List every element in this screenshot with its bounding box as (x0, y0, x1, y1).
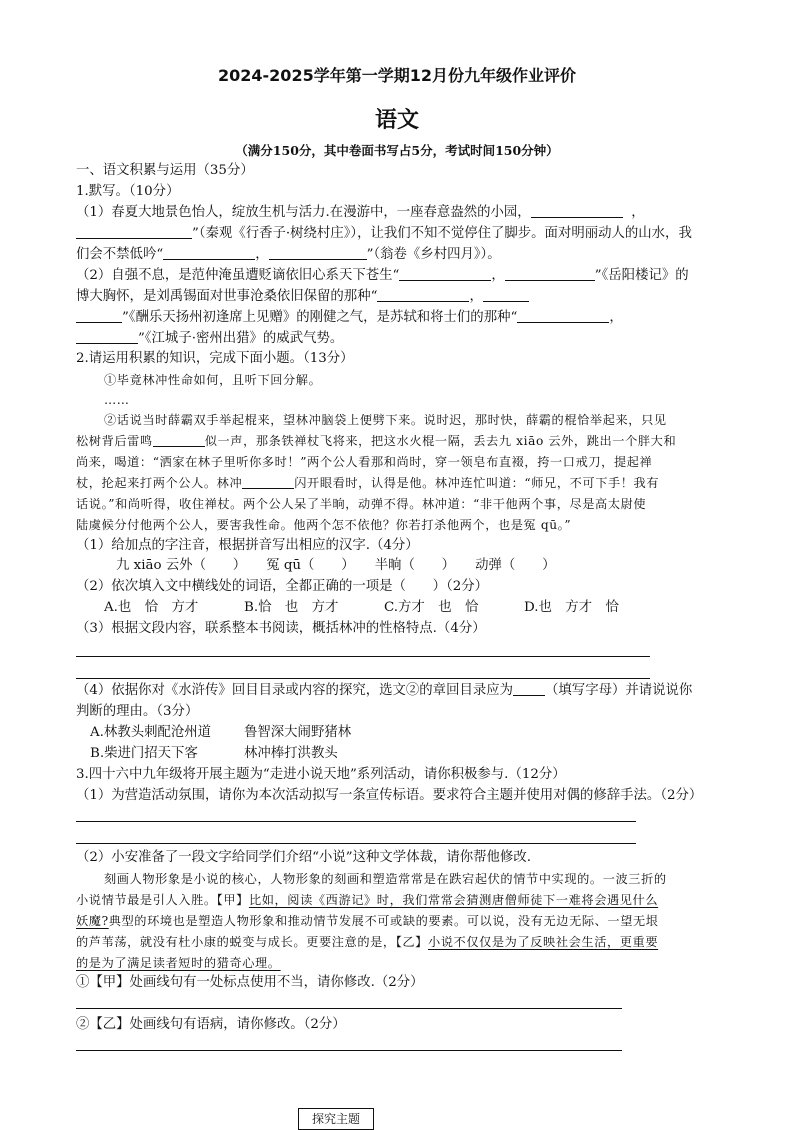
section-heading: 一、语文积累与运用（35分） (76, 163, 254, 178)
exam-note: （满分150分，其中卷面书写占5分，考试时间150分钟） (235, 143, 559, 158)
answer-line[interactable] (76, 821, 636, 822)
passage-line: 小说情节最是引人入胜。【甲】比如，阅读《西游记》时，我们常常会猜测唐僧师徒下一难将会遇见什么 (76, 893, 659, 907)
option-b[interactable]: B.恰 也 方才 (244, 600, 339, 615)
chapter-option-b2: 林冲棒打洪教头 (244, 746, 338, 761)
chapter-option-a2: 鲁智深大闹野猪林 (244, 725, 352, 740)
q1-line-4: （2）自强不息，是范仲淹虽遭贬谪依旧心系天下苍生“ ， ”《岳阳楼记》的 (76, 268, 689, 283)
q1-line-6: ”《酬乐天扬州初逢席上见赠》的刚健之气，是苏轼和将士们的那种“ ， (76, 308, 623, 328)
q3-sub-2: （2）小安准备了一段文字给同学们介绍“小说”这种文学体裁，请你帮他修改. (76, 850, 531, 865)
answer-line[interactable] (76, 656, 650, 657)
passage-line: 尚来，喝道：“洒家在林子里听你多时！”两个公人看那和尚时，穿一领皂布直裰，挎一口戒刀，提起禅 (76, 455, 653, 469)
option-a[interactable]: A.也 恰 方才 (104, 600, 199, 615)
passage-ellipsis: …… (104, 393, 130, 407)
answer-blank[interactable] (517, 308, 609, 323)
answer-line[interactable] (76, 678, 650, 679)
q2-sub-3: （3）根据文段内容，联系整本书阅读，概括林冲的性格特点.（4分） (76, 621, 486, 636)
passage-line: 杖，抡起来打两个公人。林冲 闪开眼看时，认得是他。林冲连忙叫道：“师兄，不可下手！我有 (76, 476, 660, 490)
passage-line: 妖魔?典型的环境也是塑造人物形象和推动情节发展不可或缺的要素。可以说，没有无边无际、一望无垠 (76, 914, 659, 928)
answer-blank[interactable] (76, 224, 192, 239)
passage-line: ②话说当时薛霸双手举起棍来，望林冲脑袋上便劈下来。说时迟，那时快，薛霸的棍恰举起来，只见 (104, 413, 667, 427)
option-c[interactable]: C.方才 也 恰 (384, 600, 479, 615)
passage-line: 话说。”和尚听得，收住禅杖。两个公人呆了半晌，动弹不得。林冲道：“非干他两个事，尽是高太尉使 (76, 497, 647, 511)
answer-blank[interactable] (269, 245, 367, 260)
answer-blank[interactable] (505, 266, 595, 281)
underlined-sentence-yi: 小说不仅仅是为了反映社会生活，更重要 (427, 935, 659, 949)
q1-line-7: ”《江城子·密州出猎》的威武气势。 (76, 329, 343, 349)
q2-sub-4-cont: 判断的理由。（3分） (76, 704, 199, 719)
answer-blank[interactable] (377, 287, 469, 302)
q3-correction-2: ②【乙】处画线句有语病，请你修改。（2分） (76, 1017, 346, 1032)
q1-line-5: 博大胸怀，是刘禹锡面对世事沧桑依旧保留的那种“ ， (76, 287, 529, 307)
q3-correction-1: ①【甲】处画线句有一处标点使用不当，请你修改.（2分） (76, 975, 424, 990)
passage-line: ①毕竟林冲性命如何，且听下回分解。 (104, 373, 322, 387)
option-d[interactable]: D.也 方才 恰 (524, 600, 619, 615)
answer-blank[interactable] (163, 245, 255, 260)
passage-line: 刻画人物形象是小说的核心，人物形象的刻画和塑造常常是在跌宕起伏的情节中实现的。一波三折的 (104, 872, 667, 886)
q2-sub-1-items: 九 xiāo 云外（ ） 冤 qū（ ） 半晌（ ） 动弹（ ） (116, 558, 556, 573)
answer-blank[interactable] (153, 432, 205, 447)
q1-stem: 1.默写。（10分） (76, 184, 180, 199)
section-box: 探究主题 (298, 1108, 374, 1130)
q2-stem: 2.请运用积累的知识，完成下面小题。（13分） (76, 351, 354, 366)
q2-sub-4: （4）依据你对《水浒传》回目目录或内容的探究，选文②的章回目录应为 （填写字母）并请说说你 (76, 683, 693, 698)
answer-blank[interactable] (76, 308, 122, 323)
subject-title: 语文 (374, 107, 419, 133)
q1-line-2: ”（秦观《行香子·树绕村庄》），让我们不知不觉停住了脚步。面对明丽动人的山水，我 (76, 224, 692, 244)
answer-blank[interactable] (531, 203, 623, 218)
q3-sub-1: （1）为营造活动氛围，请你为本次活动拟写一条宣传标语。要求符合主题并使用对偶的修辞手法。（2分） (76, 788, 703, 803)
q1-line-1: （1）春夏大地景色怡人，绽放生机与活力.在漫游中，一座春意盎然的小园， ， (76, 205, 645, 220)
answer-blank[interactable] (76, 329, 138, 344)
answer-blank[interactable] (483, 287, 529, 302)
chapter-option-b1: B.柴进门招天下客 (90, 746, 198, 761)
exam-title: 2024-2025学年第一学期12月份九年级作业评价 (218, 66, 576, 85)
underlined-sentence-jia: 比如，阅读《西游记》时，我们常常会猜测唐僧师徒下一难将会遇见什么 (248, 893, 659, 907)
passage-line: 的是为了满足读者短时的猎奇心理。 (76, 956, 281, 970)
answer-line[interactable] (76, 843, 636, 844)
q1-line-3: 们会不禁低吟“ ， ”（翁卷《乡村四月》）。 (76, 247, 501, 262)
q3-stem: 3.四十六中九年级将开展主题为“走进小说天地”系列活动，请你积极参与.（12分） (76, 767, 566, 782)
q2-sub-1: （1）给加点的字注音，根据拼音写出相应的汉字.（4分） (76, 538, 419, 553)
answer-blank[interactable] (399, 266, 491, 281)
passage-line: 的芦苇荡，就没有杜小康的蜕变与成长。更要注意的是，【乙】小说不仅仅是为了反映社会生活，更重要 (76, 935, 659, 949)
answer-line[interactable] (76, 1008, 622, 1009)
answer-blank[interactable] (513, 681, 545, 696)
chapter-option-a1: A.林教头刺配沧州道 (90, 725, 212, 740)
answer-line[interactable] (76, 1050, 622, 1051)
passage-line: 陆虞候分付他两个公人，要害我性命。他两个怎不依他？你若打杀他两个，也是冤 qū。” (76, 518, 572, 532)
passage-line: 松树背后雷鸣 似一声，那条铁禅杖飞将来，把这水火棍一隔，丢去九 xiāo 云外，跳出一个胖大和 (76, 434, 677, 448)
q2-sub-2: （2）依次填入文中横线处的词语，全都正确的一项是（ ）（2分） (76, 579, 489, 594)
answer-blank[interactable] (242, 474, 294, 489)
